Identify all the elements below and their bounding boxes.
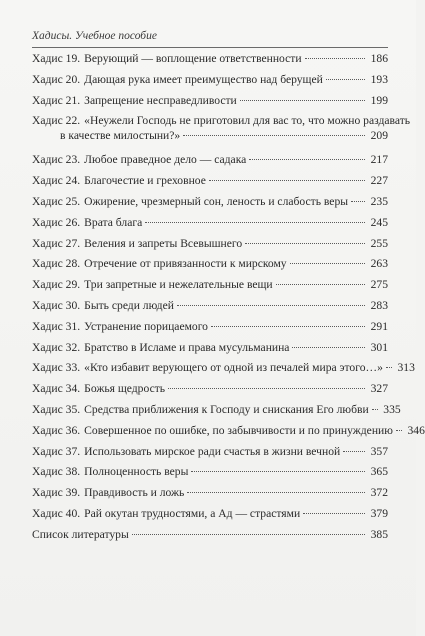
toc-leader	[396, 430, 402, 431]
toc-leader	[209, 180, 365, 181]
toc-entry	[32, 173, 388, 194]
toc-page-number: 346	[407, 423, 425, 437]
toc-entry	[32, 113, 411, 152]
toc-entry	[32, 340, 388, 361]
toc-entry	[32, 360, 415, 381]
toc-title: Ожирение, чрезмерный сон, леность и слабость веры	[84, 194, 349, 208]
toc-label: Хадис 36.	[32, 423, 81, 437]
toc-page-number: 283	[370, 298, 388, 312]
toc-page-number: 385	[370, 527, 388, 541]
toc-leader	[276, 284, 365, 285]
toc-page-number: 379	[370, 506, 388, 520]
toc-page-number: 372	[370, 486, 388, 500]
toc-entry	[32, 256, 388, 277]
toc-page-number: 235	[370, 194, 388, 208]
toc-title: Верующий — воплощение ответственности	[84, 52, 302, 65]
toc-title: Быть среди людей	[84, 298, 174, 312]
table-of-contents	[32, 51, 425, 548]
toc-title: Веления и запреты Всевышнего	[84, 236, 243, 250]
toc-title-line2: в качестве милостыни?»	[60, 129, 181, 143]
toc-entry	[32, 236, 388, 257]
toc-leader	[305, 58, 365, 59]
toc-page-number: 327	[370, 382, 388, 396]
toc-label: Хадис 19.	[32, 52, 81, 65]
toc-label: Хадис 27.	[32, 236, 81, 250]
toc-label: Хадис 20.	[32, 72, 81, 86]
toc-entry	[32, 444, 388, 465]
toc-leader	[168, 388, 365, 389]
toc-leader	[132, 534, 365, 535]
toc-entry	[32, 298, 388, 319]
toc-leader	[211, 326, 365, 327]
toc-title: «Кто избавит верующего от одной из печалей мира этого…»	[84, 361, 383, 375]
toc-label: Хадис 30.	[32, 298, 81, 312]
toc-entry	[32, 194, 388, 215]
toc-entry	[32, 423, 425, 444]
toc-title: Рай окутан трудностями, а Ад — страстями	[84, 506, 301, 520]
toc-leader	[191, 471, 365, 472]
toc-page-number: 313	[397, 361, 415, 375]
toc-entry	[32, 319, 388, 340]
toc-title: Братство в Исламе и права мусульманина	[84, 340, 290, 354]
toc-entry	[32, 72, 388, 93]
toc-entry	[32, 506, 388, 527]
toc-leader	[303, 513, 365, 514]
toc-page-number: 357	[370, 444, 388, 458]
toc-page-number: 199	[370, 93, 388, 107]
toc-entry	[32, 402, 401, 423]
toc-title: Совершенное по ошибке, по забывчивости и по принуждению	[84, 423, 393, 437]
toc-leader	[326, 79, 365, 80]
toc-label: Хадис 35.	[32, 402, 81, 416]
toc-title: Запрещение несправедливости	[84, 93, 237, 107]
toc-page-number: 365	[370, 465, 388, 479]
toc-label: Хадис 24.	[32, 174, 81, 188]
toc-leader	[245, 243, 365, 244]
toc-page-number: 193	[370, 72, 388, 86]
toc-page-number: 301	[370, 340, 388, 354]
toc-title: Устранение порицаемого	[84, 319, 208, 333]
toc-leader	[351, 201, 365, 202]
toc-title: Отречение от привязанности к мирскому	[84, 257, 287, 271]
toc-title: Божья щедрость	[84, 382, 166, 396]
toc-title: Средства приближения к Господу и снискания Его любви	[84, 402, 369, 416]
toc-label: Хадис 31.	[32, 319, 81, 333]
toc-page-number: 291	[370, 319, 388, 333]
toc-page-number: 209	[370, 129, 388, 143]
toc-leader	[187, 492, 365, 493]
toc-entry	[32, 93, 388, 114]
toc-page-number: 263	[370, 257, 388, 271]
toc-leader	[145, 222, 365, 223]
toc-leader	[249, 159, 365, 160]
toc-entry	[32, 485, 388, 506]
toc-title: Благочестие и греховное	[84, 174, 206, 188]
toc-title: Три запретные и нежелательные вещи	[84, 278, 273, 292]
toc-leader	[292, 347, 365, 348]
toc-entry	[32, 381, 388, 402]
toc-entry	[32, 51, 388, 72]
toc-leader	[177, 305, 365, 306]
toc-leader	[372, 409, 378, 410]
toc-title: Список литературы	[32, 527, 129, 541]
toc-leader	[343, 451, 365, 452]
toc-title: Любое праведное дело — садака	[84, 153, 247, 167]
toc-label: Хадис 39.	[32, 486, 81, 500]
toc-label: Хадис 29.	[32, 278, 81, 292]
toc-label: Хадис 32.	[32, 340, 81, 354]
toc-page-number: 186	[370, 52, 388, 65]
toc-leader	[183, 135, 365, 136]
toc-label: Хадис 37.	[32, 444, 81, 458]
toc-leader	[240, 100, 365, 101]
toc-entry	[32, 215, 388, 236]
toc-title: Использовать мирское ради счастья в жизни вечной	[84, 444, 341, 458]
header-rule	[32, 47, 388, 48]
toc-label: Хадис 40.	[32, 506, 81, 520]
toc-page-number: 227	[370, 174, 388, 188]
toc-label: Хадис 38.	[32, 465, 81, 479]
toc-page-number: 255	[370, 236, 388, 250]
toc-title: Полноценность веры	[84, 465, 189, 479]
toc-label: Хадис 28.	[32, 257, 81, 271]
toc-title: Врата блага	[84, 215, 143, 229]
toc-title-line1: «Неужели Господь не приготовил для вас то, что можно раздавать	[84, 114, 411, 128]
running-head: Хадисы. Учебное пособие	[32, 30, 157, 42]
toc-title: Правдивость и ложь	[84, 486, 185, 500]
toc-label: Хадис 34.	[32, 382, 81, 396]
toc-label: Хадис 23.	[32, 153, 81, 167]
toc-leader	[290, 263, 365, 264]
toc-label: Хадис 33.	[32, 361, 81, 375]
toc-entry	[32, 464, 388, 485]
toc-page-number: 217	[370, 153, 388, 167]
toc-entry	[32, 277, 388, 298]
toc-page-number: 275	[370, 278, 388, 292]
toc-title: Дающая рука имеет преимущество над берущей	[84, 72, 323, 86]
toc-leader	[386, 367, 392, 368]
toc-label: Хадис 25.	[32, 194, 81, 208]
toc-page-number: 245	[370, 215, 388, 229]
toc-entry-bibliography	[32, 527, 388, 548]
toc-page-number: 335	[383, 402, 401, 416]
toc-label: Хадис 22.	[32, 114, 81, 128]
toc-label: Хадис 26.	[32, 215, 81, 229]
toc-entry	[32, 152, 388, 173]
toc-label: Хадис 21.	[32, 93, 81, 107]
